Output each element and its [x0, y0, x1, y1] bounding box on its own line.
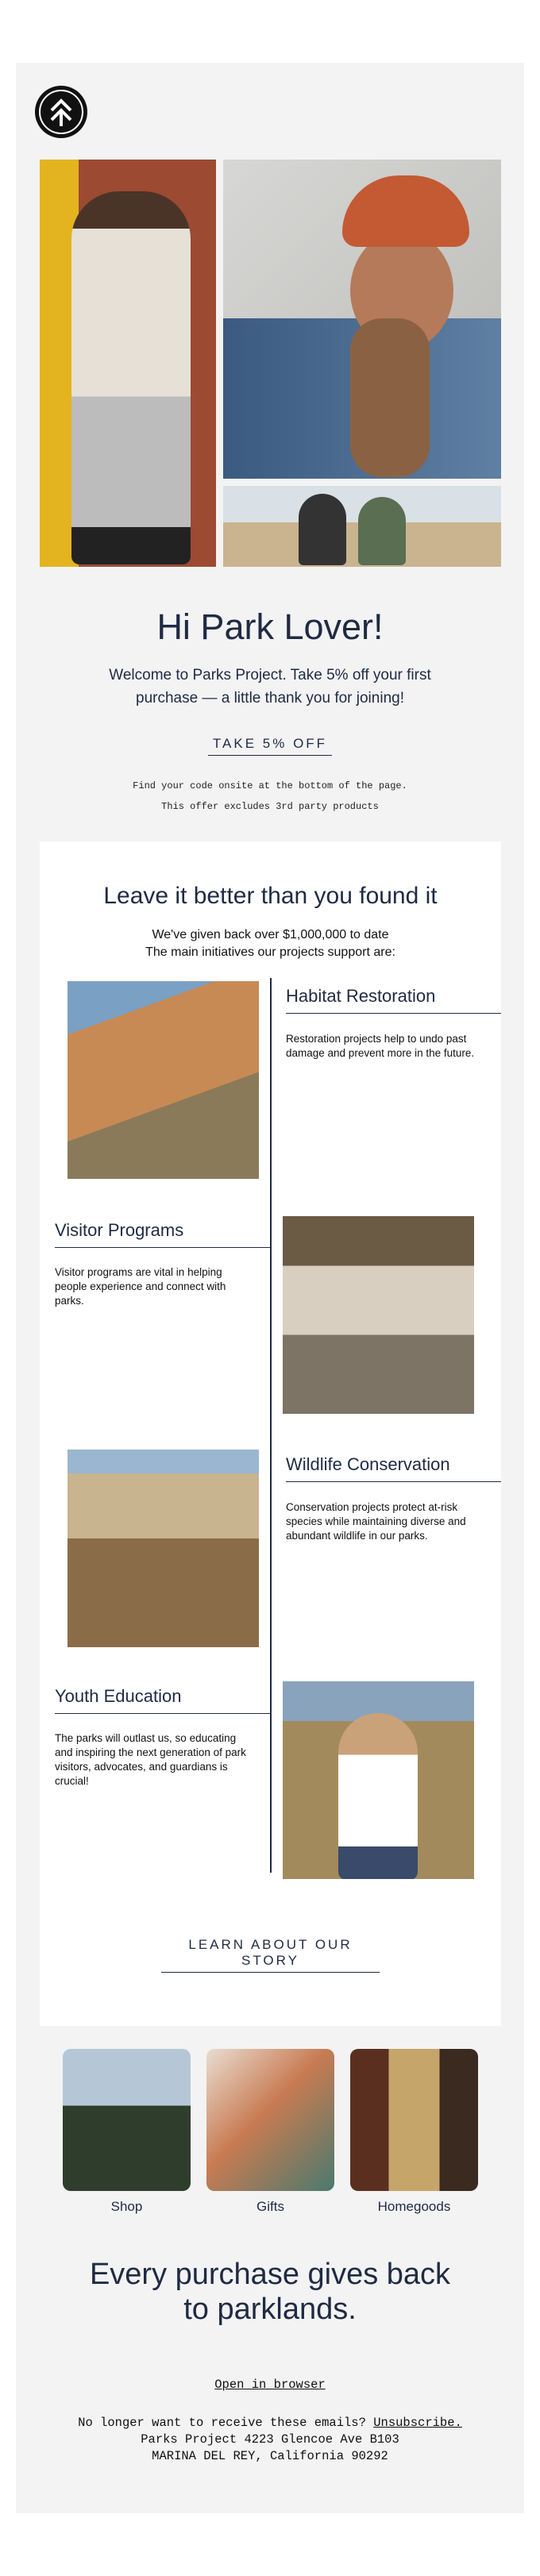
youth-education-text: The parks will outlast us, so educating and inspiring the next generation of park visitors, advocates, and guardians is crucial! — [55, 1732, 246, 1787]
category-homegoods[interactable] — [350, 2049, 478, 2215]
take-discount-button[interactable]: TAKE 5% OFF — [208, 736, 332, 756]
timeline-divider — [270, 978, 272, 1873]
category-gifts[interactable] — [206, 2049, 334, 2215]
unsubscribe-prefix: No longer want to receive these emails? — [78, 2416, 366, 2430]
habitat-restoration-image — [68, 981, 259, 1179]
impact-subtitle-line2: The main initiatives our projects support are: — [145, 945, 395, 959]
hero-title: Hi Park Lover! — [156, 606, 384, 647]
habitat-restoration-title: Habitat Restoration — [286, 986, 501, 1014]
parks-project-logo-icon[interactable] — [35, 86, 87, 138]
exclusion-note: This offer excludes 3rd party products — [161, 801, 379, 812]
code-note: Find your code onsite at the bottom of the page. — [133, 780, 407, 791]
wildlife-conservation-image — [68, 1450, 259, 1647]
email-container — [16, 63, 524, 2513]
unsubscribe-link[interactable]: Unsubscribe. — [373, 2416, 462, 2430]
footer-tagline: Every purchase gives back to parklands. — [89, 2258, 451, 2326]
learn-our-story-button[interactable]: LEARN ABOUT OUR STORY — [161, 1937, 380, 1973]
visitor-programs-title: Visitor Programs — [55, 1220, 270, 1248]
shop-image[interactable] — [63, 2049, 191, 2191]
hero-photo-woman-sweatshirt — [40, 160, 216, 567]
youth-education-title: Youth Education — [55, 1686, 270, 1714]
unsubscribe-line — [16, 2416, 524, 2430]
visitor-programs-text: Visitor programs are vital in helping people experience and connect with parks. — [55, 1266, 226, 1307]
impact-title: Leave it better than you found it — [103, 883, 438, 909]
open-in-browser-link[interactable]: Open in browser — [214, 2378, 326, 2392]
youth-education-image — [283, 1681, 474, 1879]
hero-photo-campers — [223, 486, 501, 567]
gifts-image[interactable] — [206, 2049, 334, 2191]
impact-card — [40, 841, 501, 2026]
visitor-programs-image — [283, 1216, 474, 1414]
wildlife-conservation-title: Wildlife Conservation — [286, 1454, 501, 1482]
hero-photo-man-with-dog — [223, 160, 501, 479]
address-line2: MARINA DEL REY, California 90292 — [152, 2449, 388, 2463]
address-line1: Parks Project 4223 Glencoe Ave B103 — [141, 2432, 399, 2447]
wildlife-conservation-text: Conservation projects protect at-risk species while maintaining diverse and abundant wildlife in our parks. — [286, 1501, 466, 1542]
impact-subtitle-line1: We've given back over $1,000,000 to date — [152, 928, 389, 941]
habitat-restoration-text: Restoration projects help to undo past damage and prevent more in the future. — [286, 1033, 475, 1059]
homegoods-label[interactable]: Homegoods — [377, 2199, 451, 2214]
gifts-label[interactable]: Gifts — [256, 2199, 284, 2214]
homegoods-image[interactable] — [350, 2049, 478, 2191]
impact-subtitle — [40, 926, 501, 961]
shop-label[interactable]: Shop — [110, 2199, 143, 2214]
category-shop[interactable] — [63, 2049, 191, 2215]
hero-text: Welcome to Parks Project. Take 5% off your first purchase — a little thank you for joining! — [109, 667, 431, 707]
